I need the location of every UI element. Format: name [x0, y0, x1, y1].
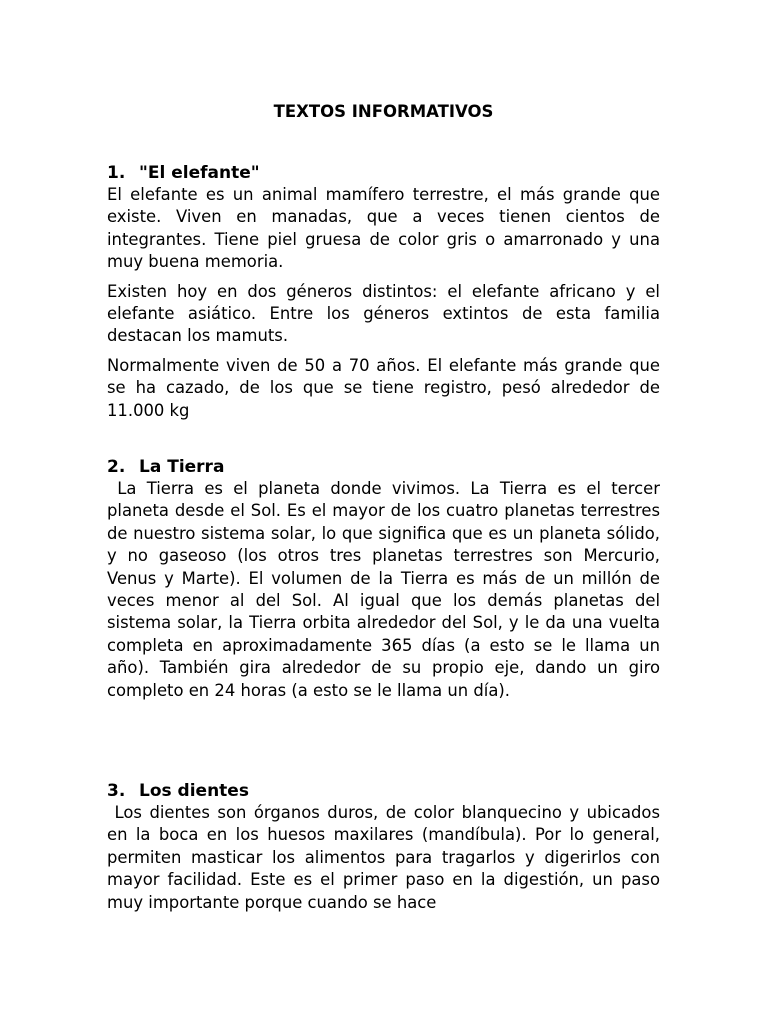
section-heading: [107, 162, 660, 184]
section-number: 3.: [107, 781, 126, 801]
section-heading-text: "El elefante": [139, 163, 260, 183]
section-la-tierra: [107, 456, 660, 702]
section-heading-text: La Tierra: [139, 457, 225, 477]
document-title: TEXTOS INFORMATIVOS: [273, 102, 494, 121]
section-los-dientes: [107, 780, 660, 914]
section-heading-text: Los dientes: [139, 781, 249, 801]
section-number: 1.: [107, 163, 126, 183]
section-el-elefante: [107, 162, 660, 422]
section-heading: [107, 456, 660, 478]
section-number: 2.: [107, 457, 126, 477]
paragraph-text: La Tierra es el planeta donde vivimos. La Tierra es el tercer planeta desde el Sol. Es el mayor de los cuatro planetas terrestres de nuestro sistema solar, lo que significa que es un planeta sólido, y no gaseoso (los otros tres planetas terrestres son Mercurio, Venus y Marte). El volumen de la Tierra es más de un millón de veces menor al del Sol. Al igual que los demás planetas del sistema solar, la Tierra orbita alrededor del Sol, y le da una vuelta completa en aproximadamente 365 días (a esto se le llama un año). También gira alrededor de su propio eje, dando un giro completo en 24 horas (a esto se le llama un día).: [107, 479, 660, 700]
section-heading: [107, 780, 660, 802]
paragraph: [107, 802, 660, 914]
paragraph: El elefante es un animal mamífero terrestre, el más grande que existe. Viven en manadas, que a veces tienen cientos de integrantes. Tiene piel gruesa de color gris o amarronado y una muy buena memoria.: [107, 185, 660, 272]
paragraph-text: Los dientes son órganos duros, de color blanquecino y ubicados en la boca en los huesos maxilares (mandíbula). Por lo general, permiten masticar los alimentos para tragarlos y digerirlos con mayor facilidad. Este es el primer paso en la digestión, un paso muy importante porque cuando se hace: [107, 803, 660, 912]
paragraph: Normalmente viven de 50 a 70 años. El elefante más grande que se ha cazado, de los que se tiene registro, pesó alrededor de 11.000 kg: [107, 355, 660, 420]
paragraph: [107, 478, 660, 702]
paragraph: Existen hoy en dos géneros distintos: el elefante africano y el elefante asiático. Entre los géneros extintos de esta familia destacan los mamuts.: [107, 281, 660, 346]
